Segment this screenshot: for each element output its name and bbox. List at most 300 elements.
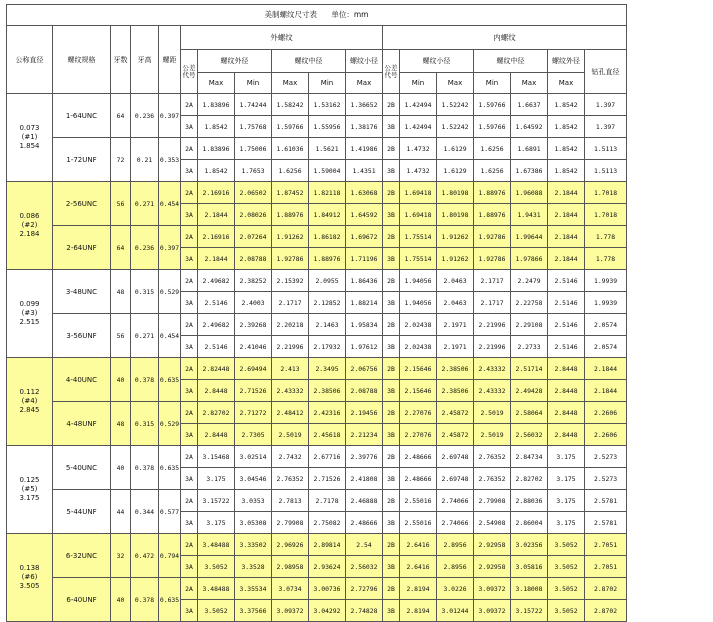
int-value-cell: 2.55016 bbox=[400, 512, 437, 534]
ext-value-cell: 1.55956 bbox=[309, 116, 346, 138]
thread-spec-cell: 2-56UNC bbox=[53, 182, 111, 226]
int-value-cell: 2.86004 bbox=[511, 512, 548, 534]
int-value-cell: 2.1717 bbox=[474, 292, 511, 314]
thread-height-cell: 0.315 bbox=[131, 270, 159, 314]
int-grade-cell: 3B bbox=[383, 600, 400, 622]
ext-value-cell: 2.16916 bbox=[198, 182, 235, 204]
ext-value-cell: 2.39776 bbox=[346, 446, 383, 468]
tpi-cell: 44 bbox=[111, 490, 131, 534]
int-value-cell: 1.8542 bbox=[548, 94, 585, 116]
int-value-cell: 2.27076 bbox=[400, 424, 437, 446]
ext-value-cell: 3.04546 bbox=[235, 468, 272, 490]
int-value-cell: 1.64592 bbox=[511, 116, 548, 138]
ext-value-cell: 2.82702 bbox=[198, 402, 235, 424]
int-value-cell: 1.6129 bbox=[437, 160, 474, 182]
ext-value-cell: 2.7305 bbox=[235, 424, 272, 446]
ext-value-cell: 3.00736 bbox=[309, 578, 346, 600]
ext-value-cell: 1.41986 bbox=[346, 138, 383, 160]
table-row bbox=[7, 226, 713, 248]
ext-value-cell: 2.08026 bbox=[235, 204, 272, 226]
int-value-cell: 1.8542 bbox=[548, 116, 585, 138]
int-value-cell: 2.8448 bbox=[548, 402, 585, 424]
tpi-cell: 72 bbox=[111, 138, 131, 182]
ext-value-cell: 1.75768 bbox=[235, 116, 272, 138]
int-value-cell: 1.69418 bbox=[400, 182, 437, 204]
int-value-cell: 1.6129 bbox=[437, 138, 474, 160]
ext-value-cell: 1.8542 bbox=[198, 116, 235, 138]
ext-value-cell: 2.43332 bbox=[272, 380, 309, 402]
empty-cell bbox=[627, 50, 713, 73]
table-row bbox=[7, 534, 713, 556]
ext-value-cell: 1.74244 bbox=[235, 94, 272, 116]
empty-cell bbox=[627, 26, 713, 50]
empty-cell bbox=[627, 358, 713, 380]
int-value-cell: 1.97866 bbox=[511, 248, 548, 270]
header-internal: 内螺纹 bbox=[383, 26, 627, 50]
header-height: 牙高 bbox=[131, 26, 159, 94]
drill-diameter-cell: 2.0574 bbox=[585, 314, 627, 336]
ext-value-cell: 2.1717 bbox=[272, 292, 309, 314]
int-grade-cell: 3B bbox=[383, 248, 400, 270]
ext-value-cell: 3.0734 bbox=[272, 578, 309, 600]
int-value-cell: 2.1844 bbox=[548, 182, 585, 204]
int-value-cell: 2.74066 bbox=[437, 512, 474, 534]
empty-cell bbox=[627, 94, 713, 116]
header-max: Max bbox=[548, 73, 585, 94]
int-value-cell: 3.0226 bbox=[437, 578, 474, 600]
thread-spec-cell: 6-32UNC bbox=[53, 534, 111, 578]
ext-value-cell: 1.8542 bbox=[198, 160, 235, 182]
int-value-cell: 2.6416 bbox=[400, 556, 437, 578]
table-row bbox=[7, 358, 713, 380]
ext-value-cell: 1.86436 bbox=[346, 270, 383, 292]
int-value-cell: 2.92958 bbox=[474, 534, 511, 556]
ext-grade-cell: 2A bbox=[181, 534, 198, 556]
int-value-cell: 1.4732 bbox=[400, 160, 437, 182]
int-value-cell: 2.8956 bbox=[437, 556, 474, 578]
drill-diameter-cell: 2.0574 bbox=[585, 336, 627, 358]
ext-value-cell: 1.58242 bbox=[272, 94, 309, 116]
pitch-cell: 0.635 bbox=[159, 578, 181, 622]
int-value-cell: 2.82702 bbox=[511, 468, 548, 490]
ext-value-cell: 1.59004 bbox=[309, 160, 346, 182]
ext-value-cell: 2.7813 bbox=[272, 490, 309, 512]
header-ext-minor: 螺纹小径 bbox=[346, 50, 383, 73]
thread-spec-cell: 3-56UNF bbox=[53, 314, 111, 358]
pitch-cell: 0.529 bbox=[159, 402, 181, 446]
ext-value-cell: 2.39268 bbox=[235, 314, 272, 336]
ext-grade-cell: 2A bbox=[181, 402, 198, 424]
thread-table bbox=[6, 4, 713, 622]
ext-value-cell: 2.21234 bbox=[346, 424, 383, 446]
ext-value-cell: 2.5146 bbox=[198, 292, 235, 314]
header-max: Max bbox=[346, 73, 383, 94]
int-value-cell: 2.0463 bbox=[437, 270, 474, 292]
table-row bbox=[7, 94, 713, 116]
empty-cell bbox=[627, 446, 713, 468]
int-value-cell: 1.52242 bbox=[437, 116, 474, 138]
header-min: Min bbox=[235, 73, 272, 94]
ext-value-cell: 2.06756 bbox=[346, 358, 383, 380]
table-row bbox=[7, 182, 713, 204]
int-grade-cell: 2B bbox=[383, 182, 400, 204]
ext-value-cell: 2.75082 bbox=[309, 512, 346, 534]
int-value-cell: 2.6416 bbox=[400, 534, 437, 556]
nominal-size-cell: 0.138 (#6) 3.505 bbox=[7, 534, 53, 622]
int-value-cell: 3.01244 bbox=[437, 600, 474, 622]
thread-height-cell: 0.378 bbox=[131, 446, 159, 490]
ext-value-cell: 1.59766 bbox=[272, 116, 309, 138]
empty-cell bbox=[627, 116, 713, 138]
int-value-cell: 2.38506 bbox=[437, 380, 474, 402]
drill-diameter-cell: 2.5781 bbox=[585, 490, 627, 512]
int-value-cell: 2.45872 bbox=[437, 402, 474, 424]
int-value-cell: 2.74066 bbox=[437, 490, 474, 512]
pitch-cell: 0.353 bbox=[159, 138, 181, 182]
ext-value-cell: 2.49682 bbox=[198, 314, 235, 336]
ext-value-cell: 2.46888 bbox=[346, 490, 383, 512]
thread-height-cell: 0.236 bbox=[131, 94, 159, 138]
ext-value-cell: 1.83896 bbox=[198, 138, 235, 160]
thread-spec-cell: 5-40UNC bbox=[53, 446, 111, 490]
int-value-cell: 2.56032 bbox=[511, 424, 548, 446]
ext-value-cell: 2.1463 bbox=[309, 314, 346, 336]
ext-value-cell: 2.8448 bbox=[198, 424, 235, 446]
pitch-cell: 0.454 bbox=[159, 314, 181, 358]
int-value-cell: 2.8194 bbox=[400, 600, 437, 622]
int-value-cell: 1.59766 bbox=[474, 116, 511, 138]
int-value-cell: 2.27076 bbox=[400, 402, 437, 424]
int-value-cell: 2.43332 bbox=[474, 358, 511, 380]
int-value-cell: 3.05816 bbox=[511, 556, 548, 578]
int-value-cell: 1.59766 bbox=[474, 94, 511, 116]
int-grade-cell: 2B bbox=[383, 534, 400, 556]
ext-value-cell: 2.42316 bbox=[309, 402, 346, 424]
int-value-cell: 2.48666 bbox=[400, 446, 437, 468]
ext-value-cell: 2.71272 bbox=[235, 402, 272, 424]
empty-cell bbox=[627, 292, 713, 314]
int-value-cell: 1.4732 bbox=[400, 138, 437, 160]
int-value-cell: 3.09372 bbox=[474, 600, 511, 622]
spreadsheet bbox=[6, 4, 707, 622]
empty-cell bbox=[627, 226, 713, 248]
ext-value-cell: 1.83896 bbox=[198, 94, 235, 116]
thread-spec-cell: 4-48UNF bbox=[53, 402, 111, 446]
ext-value-cell: 3.175 bbox=[198, 468, 235, 490]
int-value-cell: 1.42494 bbox=[400, 116, 437, 138]
int-grade-cell: 2B bbox=[383, 314, 400, 336]
int-value-cell: 3.175 bbox=[548, 468, 585, 490]
ext-value-cell: 3.3528 bbox=[235, 556, 272, 578]
ext-grade-cell: 2A bbox=[181, 446, 198, 468]
int-value-cell: 3.15722 bbox=[511, 600, 548, 622]
thread-spec-cell: 1-64UNC bbox=[53, 94, 111, 138]
int-value-cell: 2.2479 bbox=[511, 270, 548, 292]
tpi-cell: 40 bbox=[111, 578, 131, 622]
int-value-cell: 2.21996 bbox=[474, 336, 511, 358]
empty-cell bbox=[627, 182, 713, 204]
ext-grade-cell: 3A bbox=[181, 160, 198, 182]
ext-value-cell: 1.61036 bbox=[272, 138, 309, 160]
int-value-cell: 3.09372 bbox=[474, 578, 511, 600]
table-row bbox=[7, 578, 713, 600]
int-value-cell: 1.92786 bbox=[474, 226, 511, 248]
header-tpi: 牙数 bbox=[111, 26, 131, 94]
thread-height-cell: 0.21 bbox=[131, 138, 159, 182]
thread-height-cell: 0.378 bbox=[131, 578, 159, 622]
int-value-cell: 1.9431 bbox=[511, 204, 548, 226]
ext-value-cell: 1.91262 bbox=[272, 226, 309, 248]
ext-value-cell: 1.4351 bbox=[346, 160, 383, 182]
ext-grade-cell: 2A bbox=[181, 358, 198, 380]
thread-spec-cell: 4-40UNC bbox=[53, 358, 111, 402]
thread-height-cell: 0.271 bbox=[131, 314, 159, 358]
ext-value-cell: 3.48488 bbox=[198, 534, 235, 556]
int-value-cell: 2.8194 bbox=[400, 578, 437, 600]
ext-grade-cell: 2A bbox=[181, 314, 198, 336]
int-grade-cell: 2B bbox=[383, 490, 400, 512]
empty-cell bbox=[627, 512, 713, 534]
empty-cell bbox=[627, 424, 713, 446]
pitch-cell: 0.577 bbox=[159, 490, 181, 534]
ext-value-cell: 3.09372 bbox=[272, 600, 309, 622]
ext-grade-cell: 3A bbox=[181, 512, 198, 534]
drill-diameter-cell: 2.5781 bbox=[585, 512, 627, 534]
int-value-cell: 2.1844 bbox=[548, 204, 585, 226]
int-value-cell: 2.5019 bbox=[474, 424, 511, 446]
int-value-cell: 2.5146 bbox=[548, 292, 585, 314]
ext-value-cell: 2.08788 bbox=[346, 380, 383, 402]
int-value-cell: 2.1844 bbox=[548, 248, 585, 270]
pitch-cell: 0.397 bbox=[159, 94, 181, 138]
int-value-cell: 2.8448 bbox=[548, 380, 585, 402]
int-value-cell: 1.99644 bbox=[511, 226, 548, 248]
table-row bbox=[7, 314, 713, 336]
int-value-cell: 2.15646 bbox=[400, 358, 437, 380]
int-grade-cell: 3B bbox=[383, 468, 400, 490]
ext-value-cell: 1.84912 bbox=[309, 204, 346, 226]
empty-cell bbox=[627, 138, 713, 160]
ext-value-cell: 2.72796 bbox=[346, 578, 383, 600]
int-value-cell: 2.79908 bbox=[474, 490, 511, 512]
ext-value-cell: 2.48412 bbox=[272, 402, 309, 424]
int-value-cell: 2.1844 bbox=[548, 226, 585, 248]
drill-diameter-cell: 1.397 bbox=[585, 94, 627, 116]
ext-value-cell: 3.37566 bbox=[235, 600, 272, 622]
ext-grade-cell: 3A bbox=[181, 556, 198, 578]
drill-diameter-cell: 2.8702 bbox=[585, 578, 627, 600]
empty-cell bbox=[627, 5, 713, 26]
ext-value-cell: 1.63068 bbox=[346, 182, 383, 204]
header-int-grade: 公差代号 bbox=[383, 50, 400, 94]
header-max: Max bbox=[437, 73, 474, 94]
ext-value-cell: 1.88976 bbox=[272, 204, 309, 226]
ext-value-cell: 1.86182 bbox=[309, 226, 346, 248]
int-grade-cell: 2B bbox=[383, 270, 400, 292]
empty-cell bbox=[627, 270, 713, 292]
header-nominal: 公称直径 bbox=[7, 26, 53, 94]
int-value-cell: 3.5052 bbox=[548, 578, 585, 600]
ext-value-cell: 2.7432 bbox=[272, 446, 309, 468]
ext-value-cell: 2.17932 bbox=[309, 336, 346, 358]
ext-value-cell: 2.76352 bbox=[272, 468, 309, 490]
ext-grade-cell: 2A bbox=[181, 270, 198, 292]
int-value-cell: 1.94056 bbox=[400, 270, 437, 292]
int-value-cell: 1.91262 bbox=[437, 248, 474, 270]
ext-value-cell: 2.71526 bbox=[235, 380, 272, 402]
header-min: Min bbox=[309, 73, 346, 94]
int-value-cell: 2.1971 bbox=[437, 336, 474, 358]
ext-value-cell: 1.97612 bbox=[346, 336, 383, 358]
ext-grade-cell: 2A bbox=[181, 578, 198, 600]
ext-value-cell: 1.87452 bbox=[272, 182, 309, 204]
ext-grade-cell: 2A bbox=[181, 226, 198, 248]
thread-spec-cell: 1-72UNF bbox=[53, 138, 111, 182]
int-value-cell: 2.48666 bbox=[400, 468, 437, 490]
drill-diameter-cell: 1.778 bbox=[585, 226, 627, 248]
nominal-size-cell: 0.125 (#5) 3.175 bbox=[7, 446, 53, 534]
pitch-cell: 0.529 bbox=[159, 270, 181, 314]
int-value-cell: 1.92786 bbox=[474, 248, 511, 270]
drill-diameter-cell: 2.5273 bbox=[585, 446, 627, 468]
int-value-cell: 1.96088 bbox=[511, 182, 548, 204]
int-value-cell: 2.84734 bbox=[511, 446, 548, 468]
int-value-cell: 1.88976 bbox=[474, 204, 511, 226]
drill-diameter-cell: 1.5113 bbox=[585, 160, 627, 182]
int-value-cell: 2.5019 bbox=[474, 402, 511, 424]
pitch-cell: 0.794 bbox=[159, 534, 181, 578]
ext-value-cell: 2.8448 bbox=[198, 380, 235, 402]
table-row bbox=[7, 138, 713, 160]
ext-grade-cell: 3A bbox=[181, 116, 198, 138]
int-value-cell: 1.42494 bbox=[400, 94, 437, 116]
ext-value-cell: 2.12852 bbox=[309, 292, 346, 314]
int-value-cell: 1.75514 bbox=[400, 226, 437, 248]
header-ext-pitch: 螺纹中径 bbox=[272, 50, 346, 73]
thread-spec-cell: 6-40UNF bbox=[53, 578, 111, 622]
drill-diameter-cell: 1.7018 bbox=[585, 204, 627, 226]
int-value-cell: 2.15646 bbox=[400, 380, 437, 402]
int-grade-cell: 2B bbox=[383, 402, 400, 424]
ext-value-cell: 2.1844 bbox=[198, 248, 235, 270]
header-ext-grade: 公差代号 bbox=[181, 50, 198, 94]
int-value-cell: 1.80198 bbox=[437, 204, 474, 226]
ext-value-cell: 1.7653 bbox=[235, 160, 272, 182]
empty-cell bbox=[627, 578, 713, 600]
ext-value-cell: 2.0955 bbox=[309, 270, 346, 292]
header-max: Max bbox=[272, 73, 309, 94]
ext-value-cell: 3.0353 bbox=[235, 490, 272, 512]
int-value-cell: 1.94056 bbox=[400, 292, 437, 314]
ext-value-cell: 2.4003 bbox=[235, 292, 272, 314]
thread-height-cell: 0.271 bbox=[131, 182, 159, 226]
ext-value-cell: 2.82448 bbox=[198, 358, 235, 380]
ext-grade-cell: 3A bbox=[181, 336, 198, 358]
int-value-cell: 2.2733 bbox=[511, 336, 548, 358]
ext-value-cell: 2.7178 bbox=[309, 490, 346, 512]
int-grade-cell: 3B bbox=[383, 204, 400, 226]
empty-cell bbox=[627, 248, 713, 270]
header-int-major: 螺纹外径 bbox=[548, 50, 585, 73]
int-value-cell: 1.91262 bbox=[437, 226, 474, 248]
thread-height-cell: 0.315 bbox=[131, 402, 159, 446]
ext-grade-cell: 3A bbox=[181, 380, 198, 402]
ext-value-cell: 2.49682 bbox=[198, 270, 235, 292]
ext-value-cell: 3.15468 bbox=[198, 446, 235, 468]
ext-value-cell: 2.3495 bbox=[309, 358, 346, 380]
int-value-cell: 2.22758 bbox=[511, 292, 548, 314]
ext-value-cell: 1.82118 bbox=[309, 182, 346, 204]
int-grade-cell: 3B bbox=[383, 116, 400, 138]
int-grade-cell: 2B bbox=[383, 446, 400, 468]
int-value-cell: 2.69748 bbox=[437, 468, 474, 490]
header-pitch: 螺距 bbox=[159, 26, 181, 94]
ext-value-cell: 2.54 bbox=[346, 534, 383, 556]
header-int-pitch: 螺纹中径 bbox=[474, 50, 548, 73]
int-value-cell: 3.5052 bbox=[548, 556, 585, 578]
header-spec: 螺纹规格 bbox=[53, 26, 111, 94]
ext-grade-cell: 3A bbox=[181, 204, 198, 226]
ext-value-cell: 2.15392 bbox=[272, 270, 309, 292]
ext-value-cell: 2.38252 bbox=[235, 270, 272, 292]
empty-cell bbox=[627, 73, 713, 94]
int-value-cell: 2.76352 bbox=[474, 468, 511, 490]
int-value-cell: 1.8542 bbox=[548, 138, 585, 160]
int-value-cell: 3.18008 bbox=[511, 578, 548, 600]
int-value-cell: 2.8448 bbox=[548, 424, 585, 446]
int-value-cell: 1.75514 bbox=[400, 248, 437, 270]
empty-cell bbox=[627, 490, 713, 512]
thread-spec-cell: 2-64UNF bbox=[53, 226, 111, 270]
int-value-cell: 2.43332 bbox=[474, 380, 511, 402]
ext-value-cell: 2.16916 bbox=[198, 226, 235, 248]
table-row bbox=[7, 490, 713, 512]
int-value-cell: 1.69418 bbox=[400, 204, 437, 226]
ext-value-cell: 2.45618 bbox=[309, 424, 346, 446]
int-grade-cell: 3B bbox=[383, 336, 400, 358]
drill-diameter-cell: 2.1844 bbox=[585, 380, 627, 402]
table-title-cell bbox=[7, 5, 627, 26]
ext-grade-cell: 2A bbox=[181, 94, 198, 116]
nominal-size-cell: 0.073 (#1) 1.854 bbox=[7, 94, 53, 182]
ext-grade-cell: 3A bbox=[181, 424, 198, 446]
int-value-cell: 2.8448 bbox=[548, 358, 585, 380]
int-value-cell: 2.51714 bbox=[511, 358, 548, 380]
tpi-cell: 56 bbox=[111, 182, 131, 226]
ext-value-cell: 2.20218 bbox=[272, 314, 309, 336]
thread-spec-cell: 5-44UNF bbox=[53, 490, 111, 534]
ext-value-cell: 2.1844 bbox=[198, 204, 235, 226]
header-max: Max bbox=[198, 73, 235, 94]
empty-cell bbox=[627, 600, 713, 622]
int-grade-cell: 2B bbox=[383, 578, 400, 600]
thread-height-cell: 0.236 bbox=[131, 226, 159, 270]
int-grade-cell: 2B bbox=[383, 358, 400, 380]
ext-value-cell: 3.175 bbox=[198, 512, 235, 534]
int-value-cell: 1.6637 bbox=[511, 94, 548, 116]
drill-diameter-cell: 1.5113 bbox=[585, 138, 627, 160]
header-max: Max bbox=[511, 73, 548, 94]
ext-grade-cell: 3A bbox=[181, 468, 198, 490]
ext-grade-cell: 3A bbox=[181, 292, 198, 314]
ext-value-cell: 1.88214 bbox=[346, 292, 383, 314]
ext-value-cell: 2.5146 bbox=[198, 336, 235, 358]
int-grade-cell: 3B bbox=[383, 160, 400, 182]
ext-value-cell: 3.5052 bbox=[198, 556, 235, 578]
drill-diameter-cell: 1.9939 bbox=[585, 270, 627, 292]
int-value-cell: 2.69748 bbox=[437, 446, 474, 468]
int-value-cell: 1.52242 bbox=[437, 94, 474, 116]
